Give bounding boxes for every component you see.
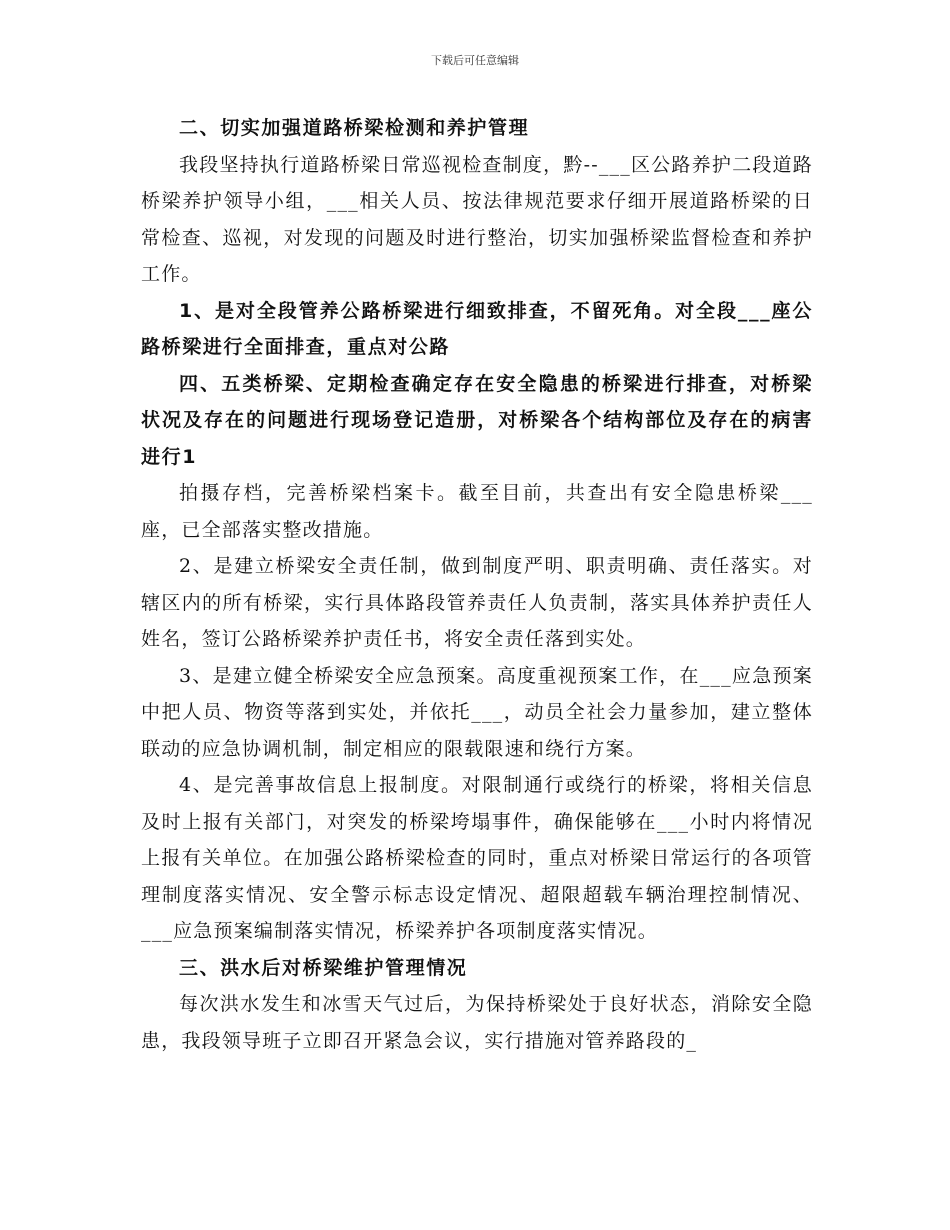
paragraph-class-4-5-bridges: 四、五类桥梁、定期检查确定存在安全隐患的桥梁进行排查，对桥梁状况及存在的问题进行现场登记造册，对桥梁各个结构部位及存在的病害进行1 — [141, 372, 813, 468]
paragraph-item-2: 2、是建立桥梁安全责任制，做到制度严明、职责明确、责任落实。对辖区内的所有桥梁，实行具体路段管养责任人负责制，落实具体养护责任人姓名，签订公路桥梁养护责任书，将安全责任落到实处。 — [141, 555, 813, 650]
paragraph-item-1: 1、是对全段管养公路桥梁进行细致排查，不留死角。对全段___座公路桥梁进行全面排查，重点对公路 — [141, 299, 813, 358]
paragraph-item-3: 3、是建立健全桥梁安全应急预案。高度重视预案工作，在___应急预案中把人员、物资等落到实处，并依托___，动员全社会力量参加，建立整体联动的应急协调机制，制定相应的限载限速和绕行方案。 — [141, 664, 813, 760]
document-body — [141, 110, 813, 1059]
section-heading-3: 三、洪水后对桥梁维护管理情况 — [179, 956, 468, 979]
paragraph-archive: 拍摄存档，完善桥梁档案卡。截至目前，共查出有安全隐患桥梁___座，已全部落实整改措施。 — [141, 482, 813, 541]
page-header-note: 下载后可任意编辑 — [431, 54, 519, 67]
section-heading-2: 二、切实加强道路桥梁检测和养护管理 — [179, 117, 530, 139]
paragraph-inspection-system: 我段坚持执行道路桥梁日常巡视检查制度，黔--___区公路养护二段道路桥梁养护领导小组，___相关人员、按法律规范要求仔细开展道路桥梁的日常检查、巡视，对发现的问题及时进行整治，切实加强桥梁监督检查和养护工作。 — [141, 153, 813, 285]
paragraph-flood-maintenance: 每次洪水发生和冰雪天气过后，为保持桥梁处于良好状态，消除安全隐患，我段领导班子立即召开紧急会议，实行措施对管养路段的_ — [141, 993, 813, 1052]
paragraph-item-4: 4、是完善事故信息上报制度。对限制通行或绕行的桥梁，将相关信息及时上报有关部门，对突发的桥梁垮塌事件，确保能够在___小时内将情况上报有关单位。在加强公路桥梁检查的同时，重点对桥梁日常运行的各项管理制度落实情况、安全警示标志设定情况、超限超载车辆治理控制情况、___应急预案编制落实情况，桥梁养护各项制度落实情况。 — [141, 774, 813, 942]
